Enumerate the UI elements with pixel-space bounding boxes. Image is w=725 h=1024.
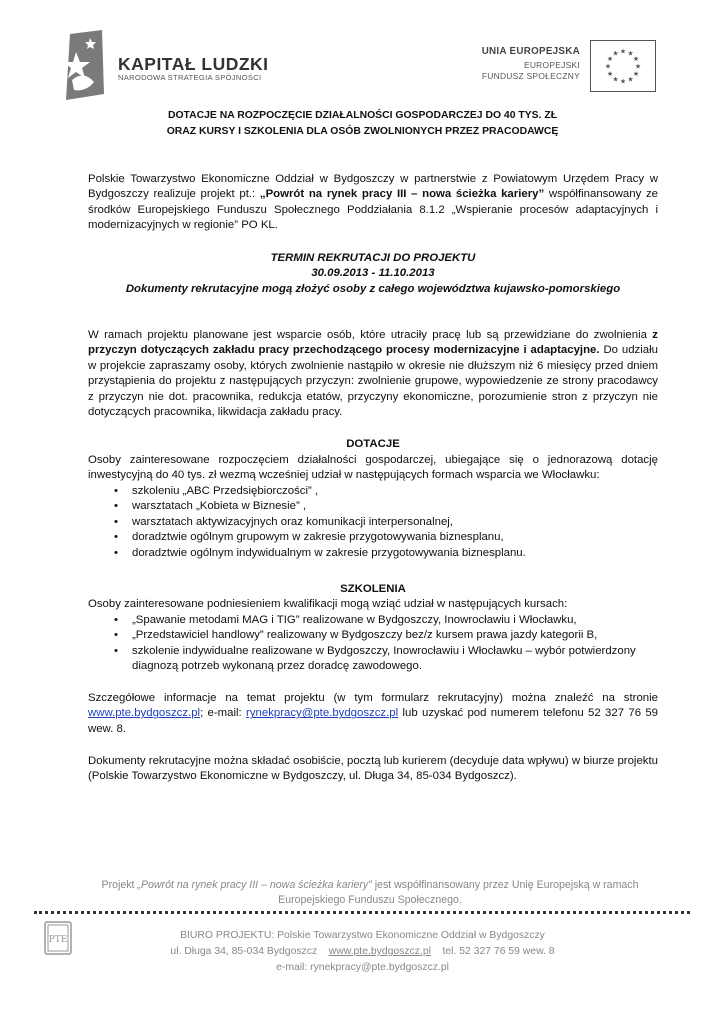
list-item: • szkolenie indywidualne realizowane w Bydgoszczy, Inowrocławiu i Włocławku – wybór potwierdzony diagnozą potrzeb wykonaną przez doradcę zawodowego.	[88, 644, 658, 675]
cofinancing-note	[80, 878, 660, 907]
eu-line-3: FUNDUSZ SPOŁECZNY	[481, 71, 580, 81]
footer-website-link[interactable]: www.pte.bydgoszcz.pl	[328, 946, 431, 957]
info-paragraph	[88, 691, 658, 737]
eu-star-icon: ★	[604, 63, 612, 71]
footer-office: BIURO PROJEKTU: Polskie Towarzystwo Ekonomiczne Oddział w Bydgoszczy	[180, 930, 545, 941]
footer-divider	[34, 911, 690, 914]
szkolenia-heading: SZKOLENIA	[340, 583, 406, 595]
footer-project-prefix: Projekt	[101, 879, 138, 891]
footer-address: ul. Długa 34, 85-034 Bydgoszcz	[170, 946, 318, 957]
footer-project-suffix: jest współfinansowany przez Unię Europejską w ramach Europejskiego Funduszu Społecznego.	[278, 879, 639, 906]
eu-flag-icon	[590, 40, 656, 92]
info-text-c: lub uzyskać pod numerem telefonu 52 327 76 59 wew. 8.	[88, 707, 659, 735]
eu-star-icon: ★	[606, 71, 614, 78]
eu-text-block	[470, 46, 580, 81]
support-text-c: Do udziału w projekcie zapraszamy osoby, których zwolnienie nastąpiło w okresie nie dłuższym niż 6 miesięcy przed dniem przystąpienia do projektu z następujących przyczyn: zwolnienie grupowe, wypowiedzenie ze strony pracodawcy z przyczyn nie dot. pracownika, redukcja etatów, przyczyny ekonomiczne, porozumienie stron z przyczyn nie dotyczących pracownika, likwidacja zakładu pracy.	[88, 344, 658, 419]
dotacje-list	[88, 484, 658, 561]
list-item: • warsztatach „Kobieta w Biznesie” ,	[88, 499, 658, 514]
support-paragraph	[88, 328, 658, 420]
eu-star-icon: ★	[627, 50, 634, 58]
dotacje-intro: Osoby zainteresowane rozpoczęciem działalności gospodarczej, ubiegające się o jednorazową dotację inwestycyjną do 40 tys. zł wezmą wcześniej udział w następujących formach wsparcia we Włocławku:	[88, 454, 658, 482]
intro-text-a: Polskie Towarzystwo Ekonomiczne Oddział w Bydgoszczy w partnerstwie z Powiatowym Urzędem Pracy w Bydgoszczy realizuje projekt pt.:	[88, 173, 658, 201]
email-link[interactable]: rynekpracy@pte.bydgoszcz.pl	[246, 707, 399, 720]
intro-text-c: współfinansowany ze środków Europejskiego Funduszu Społecznego Poddziałania 8.1.2 „Wspieranie procesów adaptacyjnych i modernizacyjnych w regionie” PO KL.	[88, 188, 658, 232]
documents-paragraph: Dokumenty rekrutacyjne można składać osobiście, pocztą lub kurierem (decyduje data wpływu) w biurze projektu (Polskie Towarzystwo Ekonomiczne w Bydgoszczy, ul. Długa 34, 85-034 Bydgoszcz).	[88, 755, 658, 783]
support-text-a: W ramach projektu planowane jest wsparcie osób, które utraciły pracę lub są przewidziane do zwolnienia	[88, 329, 653, 341]
website-link[interactable]: www.pte.bydgoszcz.pl	[88, 707, 201, 720]
recruitment-dates: 30.09.2013 - 11.10.2013	[311, 267, 435, 279]
footer-email: e-mail: rynekpracy@pte.bydgoszcz.pl	[276, 962, 449, 973]
pte-logo-text: PTE	[48, 935, 68, 945]
info-text-a: Szczegółowe informacje na temat projektu (w tym formularz rekrutacyjny) można znaleźć na stronie	[88, 692, 658, 704]
project-name: „Powrót na rynek pracy III – nowa ścieżka kariery”	[259, 188, 545, 201]
recruitment-heading: TERMIN REKRUTACJI DO PROJEKTU	[270, 252, 476, 264]
dotacje-heading: DOTACJE	[346, 438, 400, 450]
list-item: • szkoleniu „ABC Przedsiębiorczości” ,	[88, 484, 658, 499]
footer-contact-line	[0, 946, 725, 957]
eu-star-icon: ★	[632, 56, 640, 63]
support-emphasis: z przyczyn dotyczących zakładu pracy przechodzącego procesy modernizacyjne i adaptacyjne.	[88, 329, 658, 357]
eu-star-icon: ★	[612, 50, 619, 58]
info-text-b: ; e-mail:	[200, 707, 247, 720]
szkolenia-list	[88, 613, 658, 675]
kapital-ludzki-subtitle: NARODOWA STRATEGIA SPÓJNOŚCI	[118, 73, 262, 82]
list-item: • doradztwie ogólnym indywidualnym w zakresie przygotowywania biznesplanu.	[88, 546, 658, 561]
eu-star-icon: ★	[606, 56, 614, 63]
document-title-line-2: ORAZ KURSY I SZKOLENIA DLA OSÓB ZWOLNIONYCH PRZEZ PRACODAWCĘ	[166, 126, 559, 137]
szkolenia-intro: Osoby zainteresowane podniesieniem kwalifikacji mogą wziąć udział w następujących kursach:	[88, 598, 568, 610]
eu-star-icon: ★	[619, 48, 627, 56]
list-item: • „Przedstawiciel handlowy” realizowany w Bydgoszczy bez/z kursem prawa jazdy kategorii B,	[88, 628, 658, 643]
eu-line-1: UNIA EUROPEJSKA	[481, 46, 580, 57]
eu-star-icon: ★	[619, 78, 627, 86]
footer-phone: tel. 52 327 76 59 wew. 8	[442, 946, 555, 957]
footer-project-name: „Powrót na rynek pracy III – nowa ścieżka kariery”	[137, 879, 372, 891]
eu-star-icon: ★	[612, 76, 619, 84]
list-item: • warsztatach aktywizacyjnych oraz komunikacji interpersonalnej,	[88, 515, 658, 530]
intro-paragraph	[88, 172, 658, 234]
kapital-ludzki-logo-icon	[60, 30, 108, 102]
eu-star-icon: ★	[634, 63, 642, 71]
list-item: • doradztwie ogólnym grupowym w zakresie przygotowywania biznesplanu,	[88, 530, 658, 545]
list-item: • „Spawanie metodami MAG i TIG” realizowane w Bydgoszczy, Inowrocławiu i Włocławku,	[88, 613, 658, 628]
eu-star-icon: ★	[632, 71, 640, 78]
eu-star-icon: ★	[627, 76, 634, 84]
recruitment-note: Dokumenty rekrutacyjne mogą złożyć osoby z całego województwa kujawsko-pomorskiego	[125, 283, 621, 295]
document-title-line-1: DOTACJE NA ROZPOCZĘCIE DZIAŁALNOŚCI GOSPODARCZEJ DO 40 TYS. ZŁ	[167, 110, 558, 121]
kapital-ludzki-title: KAPITAŁ LUDZKI	[118, 54, 269, 74]
eu-line-2: EUROPEJSKI	[523, 60, 580, 70]
